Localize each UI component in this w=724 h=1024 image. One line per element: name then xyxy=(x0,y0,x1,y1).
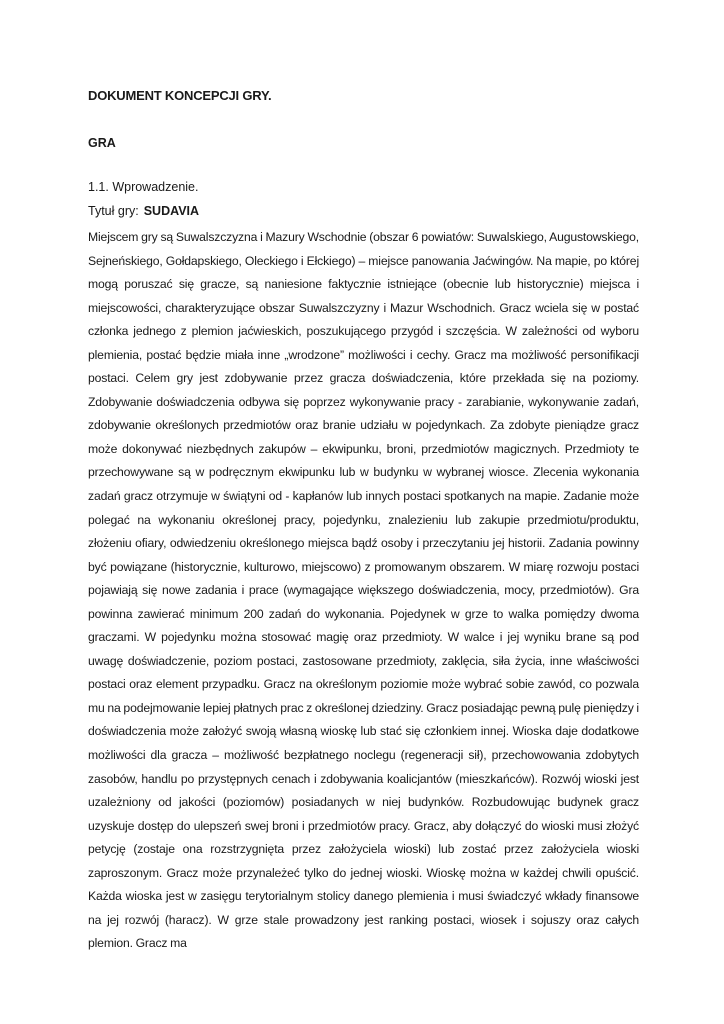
game-title-label: Tytuł gry: xyxy=(88,204,139,218)
section-heading: GRA xyxy=(88,136,116,150)
game-title-line xyxy=(88,204,199,218)
document-title: DOKUMENT KONCEPCJI GRY. xyxy=(88,88,272,103)
subsection-heading: 1.1. Wprowadzenie. xyxy=(88,180,199,194)
body-paragraph: Miejscem gry są Suwalszczyzna i Mazury Wschodnie (obszar 6 powiatów: Suwalskiego, Augustowskiego, Sejneńskiego, Gołdapskiego, Oleckiego i Ełckiego) – miejsce panowania Jaćwingów. Na mapie, po której mogą poruszać się gracze, są naniesione faktycznie istniejące (obecnie lub historycznie) miejsca i miejscowości, charakteryzujące obszar Suwalszczyzny i Mazur Wschodnich. Gracz wciela się w postać członka jednego z plemion jaćwieskich, poszukującego przygód i szczęścia. W zależności od wyboru plemienia, postać będzie miała inne „wrodzone” możliwości i cechy. Gracz ma możliwość personifikacji postaci. Celem gry jest zdobywanie przez gracza doświadczenia, które przekłada się na poziomy. Zdobywanie doświadczenia odbywa się poprzez wykonywanie pracy - zarabianie, wykonywanie zadań, zdobywanie określonych przedmiotów oraz branie udziału w pojedynkach. Za zdobyte pieniądze gracz może dokonywać niezbędnych zakupów – ekwipunku, broni, przedmiotów magicznych. Przedmioty te przechowywane są w podręcznym ekwipunku lub w budynku w wybranej wiosce. Zlecenia wykonania zadań gracz otrzymuje w świątyni od - kapłanów lub innych postaci spotkanych na mapie. Zadanie może polegać na wykonaniu określonej pracy, pojedynku, znalezieniu lub zakupie przedmiotu/produktu, złożeniu ofiary, odwiedzeniu określonego miejsca bądź osoby i przeczytaniu jej historii. Zadania powinny być powiązane (historycznie, kulturowo, miejscowo) z promowanym obszarem. W miarę rozwoju postaci pojawiają się nowe zadania i prace (wymagające większego doświadczenia, mocy, przedmiotów). Gra powinna zawierać minimum 200 zadań do wykonania. Pojedynek w grze to walka pomiędzy dwoma graczami. W pojedynku można stosować magię oraz przedmioty. W walce i jej wyniku brane są pod uwagę doświadczenie, poziom postaci, zastosowane przedmioty, zaklęcia, siła życia, inne właściwości postaci oraz element przypadku. Gracz na określonym poziomie może wybrać sobie zawód, co pozwala mu na podejmowanie lepiej płatnych prac z określonej dziedziny. Gracz posiadając pewną pulę pieniędzy i doświadczenia może założyć swoją własną wioskę lub stać się członkiem innej. Wioska daje dodatkowe możliwości dla gracza – możliwość bezpłatnego noclegu (regeneracji sił), przechowowania zdobytych zasobów, handlu po przystępnych cenach i zdobywania koalicjantów (mieszkańców). Rozwój wioski jest uzależniony od jakości (poziomów) posiadanych w niej budynków. Rozbudowując budynek gracz uzyskuje dostęp do ulepszeń swej broni i przedmiotów pracy. Gracz, aby dołączyć do wioski musi złożyć petycję (zostaje ona rozstrzygnięta przez założyciela wioski) lub zostać przez założyciela wioski zaproszonym. Gracz może przynależeć tylko do jednej wioski. Wioskę można w każdej chwili opuścić. Każda wioska jest w zasięgu terytorialnym stolicy danego plemienia i musi świadczyć wkłady finansowe na jej rozwój (haracz). W grze stale prowadzony jest ranking postaci, wiosek i sojuszy oraz całych plemion. Gracz ma xyxy=(88,230,639,951)
game-title-value: SUDAVIA xyxy=(143,204,200,218)
